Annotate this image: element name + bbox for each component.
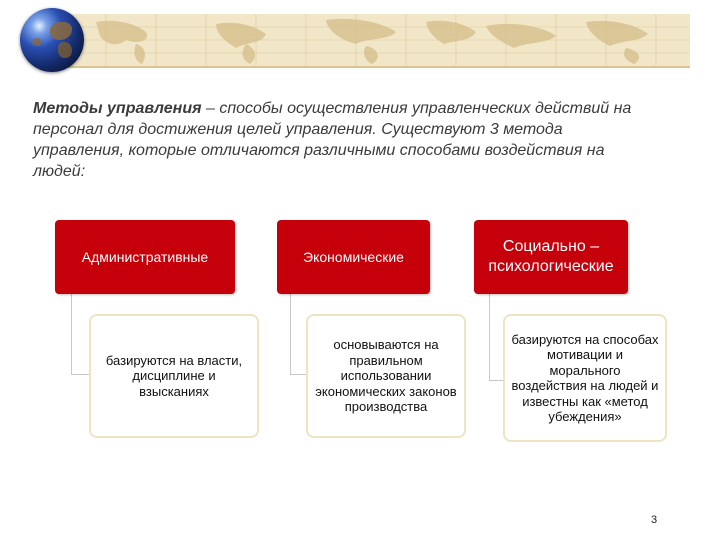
method-title: Административные	[81, 249, 209, 265]
intro-definition: – способы осуществления управленческих действий на персонал для достижения целей управления. Существуют 3 метода управления, которые отличаются различными способами воздействия на людей:	[33, 100, 632, 180]
map-banner	[66, 14, 690, 68]
method-header-economic	[277, 220, 430, 294]
method-description-economic	[306, 314, 466, 438]
method-description-text: основываются на правильном использовании экономических законов производства	[315, 337, 457, 415]
method-description-text: базируются на способах мотивации и морального воздействия на людей и известны как «метод убеждения»	[511, 331, 659, 424]
intro-paragraph	[33, 98, 633, 182]
globe-icon	[20, 8, 84, 72]
method-title: Социально – психологические	[488, 238, 614, 275]
intro-term: Методы управления	[33, 100, 202, 117]
world-map-pattern	[66, 14, 690, 66]
method-description-social-psychological	[503, 314, 667, 442]
method-description-text: базируются на власти, дисциплине и взысканиях	[105, 352, 243, 399]
page-number: 3	[651, 514, 658, 526]
method-title: Экономические	[303, 249, 404, 265]
method-header-administrative	[55, 220, 235, 294]
method-description-administrative	[89, 314, 259, 438]
method-header-social-psychological	[474, 220, 628, 294]
